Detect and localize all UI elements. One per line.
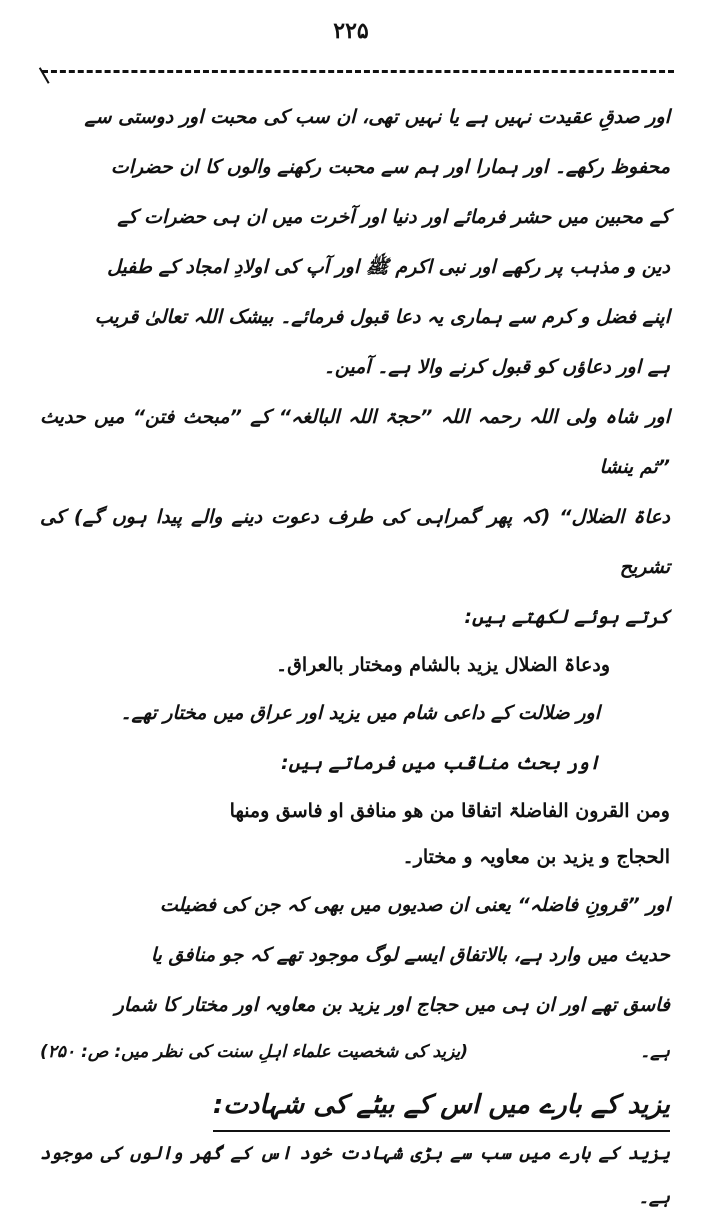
arabic-quote-2-line: ومن القرون الفاضلۃ اتفاقا من ھو منافق او فاسق ومنھا [229,800,670,822]
dua-line: اور صدقِ عقیدت نہیں ہے یا نہیں تھی، ان سب کی محبت اور دوستی سے [84,106,670,128]
dua-line: اپنے فضل و کرم سے ہماری یہ دعا قبول فرمائے۔ بیشک اللہ تعالیٰ قریب [94,306,670,328]
translation-2-line: اور ”قرونِ فاضلہ“ یعنی ان صدیوں میں بھی کہ جن کی فضیلت [159,894,670,916]
final-word: ہے۔ [640,1042,670,1062]
arabic-quote-1: ودعاۃ الضلال یزید بالشام ومختار بالعراق۔ [275,654,610,676]
dua-line: ہے اور دعاؤں کو قبول کرنے والا ہے۔ آمین۔ [323,356,670,378]
section-heading-wrap [40,1074,670,1132]
dua-line: دین و مذہب پر رکھے اور نبی اکرم ﷺ اور آپ کی اولادِ امجاد کے طفیل [107,256,670,278]
shah-waliullah-line: دعاۃ الضلال“ (کہ پھر گمراہی کی طرف دعوت دینے والے پیدا ہوں گے) کی تشریح [40,506,670,578]
translation-1: اور ضلالت کے داعی شام میں یزید اور عراق میں مختار تھے۔ [120,702,600,724]
shah-waliullah-line: اور شاہ ولی اللہ رحمہ اللہ ”حجۃ اللہ البالغہ“ کے ”مبحث فتن“ میں حدیث ”ثم ینشا [40,406,670,478]
page-body [40,92,670,1220]
translation-2-line: حدیث میں وارد ہے، بالاتفاق ایسے لوگ موجود تھے کہ جو منافق یا [150,944,670,966]
manaqib-intro: اور بحث مناقب میں فرماتے ہیں: [281,752,600,774]
header-rule [42,70,674,73]
section-first-line: یزید کے بارے میں سب سے بڑی شہادت خود اس کے گھر والوں کی موجود ہے۔ [40,1143,670,1208]
citation-reference: (یزید کی شخصیت علماء اہلِ سنت کی نظر میں: ص: ۲۵۰) [40,1042,468,1062]
section-heading: یزید کے بارے میں اس کے بیٹے کی شہادت: [213,1082,670,1132]
shah-waliullah-line: کرتے ہوئے لکھتے ہیں: [464,606,670,628]
dua-line: کے محبین میں حشر فرمائے اور دنیا اور آخرت میں ان ہی حضرات کے [117,206,670,228]
dua-line: محفوظ رکھے۔ اور ہمارا اور ہم سے محبت رکھنے والوں کا ان حضرات [110,156,670,178]
arabic-quote-2-line: الحجاج و یزید بن معاویہ و مختار۔ [402,846,670,868]
page-number: ۲۲۵ [333,18,369,44]
citation-row [40,1030,670,1074]
translation-2-line: فاسق تھے اور ان ہی میں حجاج اور یزید بن معاویہ اور مختار کا شمار [114,994,670,1016]
